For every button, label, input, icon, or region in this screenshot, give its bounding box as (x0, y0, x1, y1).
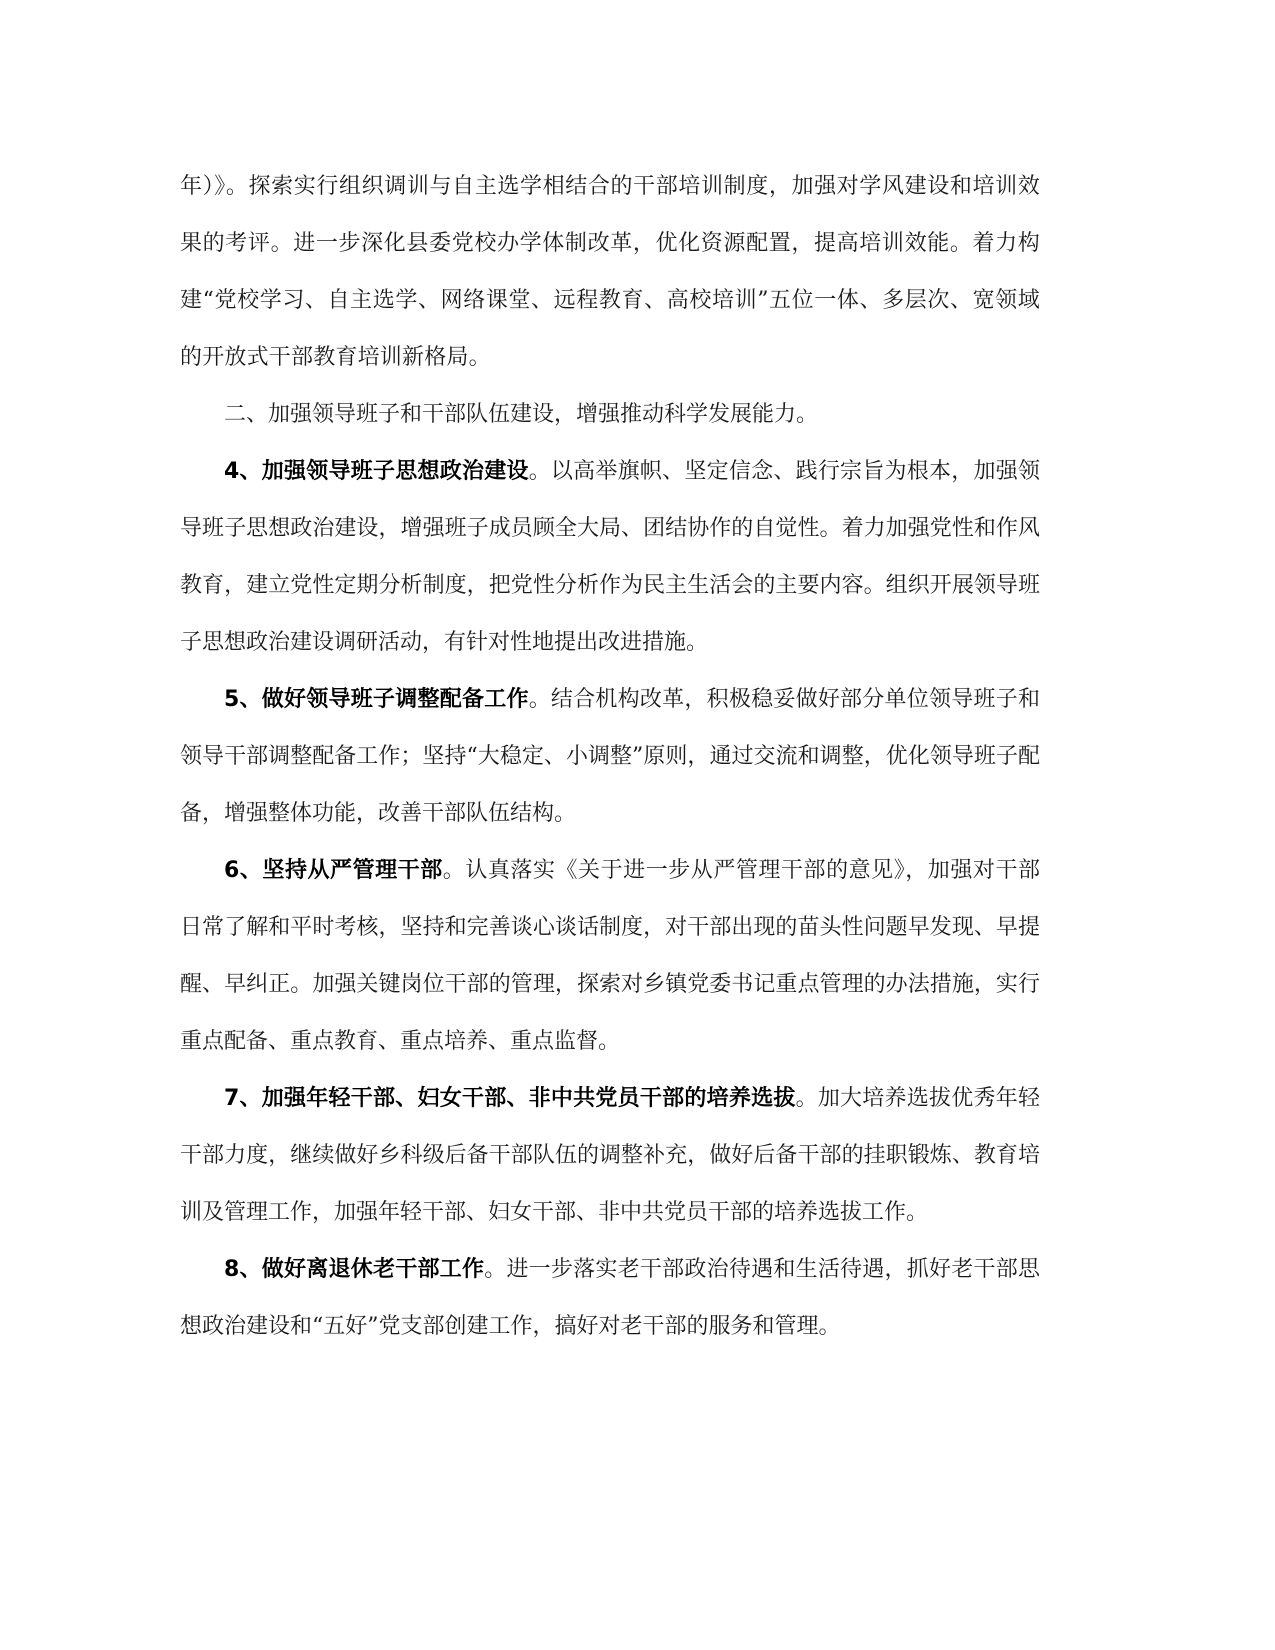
document-page (180, 158, 1040, 1355)
paragraph-training-system (180, 158, 1040, 386)
item-heading: 4、加强领导班子思想政治建设 (224, 459, 529, 484)
section-heading-text: 二、加强领导班子和干部队伍建设，增强推动科学发展能力。 (224, 402, 819, 427)
item-body: 。加大培养选拔优秀年轻干部力度，继续做好乡科级后备干部队伍的调整补充，做好后备干部的挂职锻炼、教育培训及管理工作，加强年轻干部、妇女干部、非中共党员干部的培养选拔工作。 (180, 1086, 1040, 1225)
paragraph-item-5 (180, 671, 1040, 842)
item-body: 。进一步落实老干部政治待遇和生活待遇，抓好老干部思想政治建设和“五好”党支部创建工作，搞好对老干部的服务和管理。 (180, 1257, 1040, 1339)
paragraph-item-7 (180, 1070, 1040, 1241)
item-heading: 7、加强年轻干部、妇女干部、非中共党员干部的培养选拔 (224, 1086, 796, 1111)
paragraph-text: 年）》。探索实行组织调训与自主选学相结合的干部培训制度，加强对学风建设和培训效果的考评。进一步深化县委党校办学体制改革，优化资源配置，提高培训效能。着力构建“党校学习、自主选学、网络课堂、远程教育、高校培训”五位一体、多层次、宽领域的开放式干部教育培训新格局。 (180, 174, 1040, 370)
item-body: 。结合机构改革，积极稳妥做好部分单位领导班子和领导干部调整配备工作；坚持“大稳定、小调整”原则，通过交流和调整，优化领导班子配备，增强整体功能，改善干部队伍结构。 (180, 687, 1040, 826)
item-heading: 5、做好领导班子调整配备工作 (224, 687, 529, 712)
paragraph-item-4 (180, 443, 1040, 671)
paragraph-item-8 (180, 1241, 1040, 1355)
item-body: 。认真落实《关于进一步从严管理干部的意见》，加强对干部日常了解和平时考核，坚持和完善谈心谈话制度，对干部出现的苗头性问题早发现、早提醒、早纠正。加强关键岗位干部的管理，探索对乡镇党委书记重点管理的办法措施，实行重点配备、重点教育、重点培养、重点监督。 (180, 858, 1040, 1054)
item-body: 。以高举旗帜、坚定信念、践行宗旨为根本，加强领导班子思想政治建设，增强班子成员顾全大局、团结协作的自觉性。着力加强党性和作风教育，建立党性定期分析制度，把党性分析作为民主生活会的主要内容。组织开展领导班子思想政治建设调研活动，有针对性地提出改进措施。 (180, 459, 1040, 655)
item-heading: 6、坚持从严管理干部 (224, 858, 443, 883)
paragraph-item-6 (180, 842, 1040, 1070)
item-heading: 8、做好离退休老干部工作 (224, 1257, 485, 1282)
section-heading-two (180, 386, 1040, 443)
